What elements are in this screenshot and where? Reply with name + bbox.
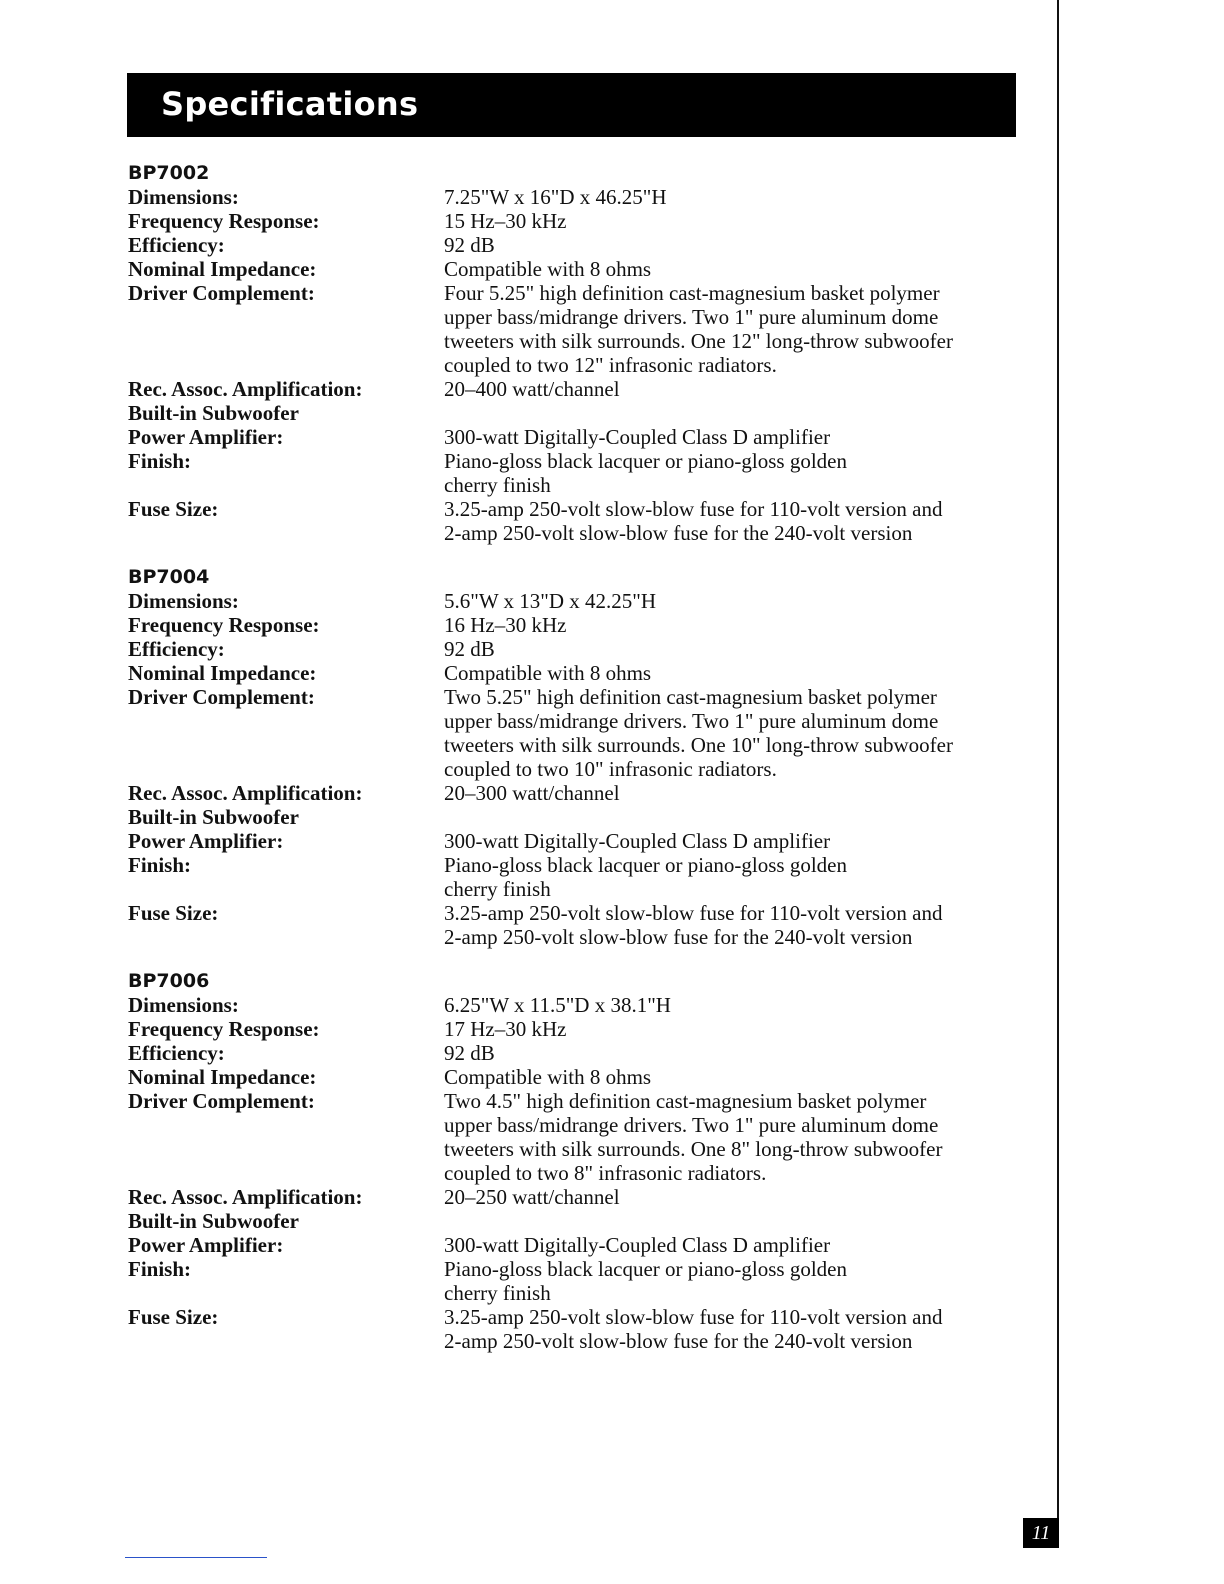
value-power-amplifier: 300-watt Digitally-Coupled Class D amplifier [444,829,831,853]
value-power-amplifier: 300-watt Digitally-Coupled Class D amplifier [444,425,831,449]
label-fuse-size: Fuse Size: [128,497,219,521]
value-finish-line: cherry finish [444,1281,551,1305]
value-finish-line: Piano-gloss black lacquer or piano-gloss golden [444,853,847,877]
value-dimensions: 7.25"W x 16"D x 46.25"H [444,185,667,209]
page-title: Specifications [161,85,419,123]
label-dimensions: Dimensions: [128,589,239,613]
value-frequency-response: 17 Hz–30 kHz [444,1017,567,1041]
value-driver-complement-line: Four 5.25" high definition cast-magnesium basket polymer [444,281,940,305]
label-nominal-impedance: Nominal Impedance: [128,661,317,685]
value-power-amplifier: 300-watt Digitally-Coupled Class D amplifier [444,1233,831,1257]
label-fuse-size: Fuse Size: [128,1305,219,1329]
label-frequency-response: Frequency Response: [128,1017,320,1041]
value-driver-complement-line: Two 4.5" high definition cast-magnesium basket polymer [444,1089,927,1113]
value-rec-assoc-amplification: 20–300 watt/channel [444,781,620,805]
label-finish: Finish: [128,449,192,473]
value-driver-complement-line: tweeters with silk surrounds. One 12" long-throw subwoofer [444,329,953,353]
value-frequency-response: 15 Hz–30 kHz [444,209,567,233]
value-driver-complement-line: upper bass/midrange drivers. Two 1" pure aluminum dome [444,709,939,733]
value-nominal-impedance: Compatible with 8 ohms [444,257,652,281]
label-finish: Finish: [128,853,192,877]
value-finish-line: cherry finish [444,877,551,901]
label-driver-complement: Driver Complement: [128,281,315,305]
label-fuse-size: Fuse Size: [128,901,219,925]
label-rec-assoc-amplification: Rec. Assoc. Amplification: [128,1185,363,1209]
label-dimensions: Dimensions: [128,185,239,209]
label-nominal-impedance: Nominal Impedance: [128,257,317,281]
value-driver-complement-line: upper bass/midrange drivers. Two 1" pure aluminum dome [444,305,939,329]
label-driver-complement: Driver Complement: [128,1089,315,1113]
value-driver-complement-line: tweeters with silk surrounds. One 10" long-throw subwoofer [444,733,953,757]
value-rec-assoc-amplification: 20–250 watt/channel [444,1185,620,1209]
label-rec-assoc-amplification: Rec. Assoc. Amplification: [128,781,363,805]
value-driver-complement-line: coupled to two 8" infrasonic radiators. [444,1161,767,1185]
value-efficiency: 92 dB [444,637,495,661]
header-bar [127,73,1016,137]
label-rec-assoc-amplification: Rec. Assoc. Amplification: [128,377,363,401]
label-dimensions: Dimensions: [128,993,239,1017]
value-fuse-size-line: 2-amp 250-volt slow-blow fuse for the 240-volt version [444,521,913,545]
value-driver-complement-line: Two 5.25" high definition cast-magnesium basket polymer [444,685,937,709]
spec-block-bp7006 [128,969,1028,1353]
spec-block-bp7004 [128,565,1028,949]
value-finish-line: Piano-gloss black lacquer or piano-gloss golden [444,1257,847,1281]
value-dimensions: 5.6"W x 13"D x 42.25"H [444,589,656,613]
value-driver-complement-line: upper bass/midrange drivers. Two 1" pure aluminum dome [444,1113,939,1137]
label-finish: Finish: [128,1257,192,1281]
spec-block-bp7002 [128,161,1028,545]
value-fuse-size-line: 2-amp 250-volt slow-blow fuse for the 240-volt version [444,925,913,949]
value-fuse-size-line: 3.25-amp 250-volt slow-blow fuse for 110-volt version and [444,497,943,521]
label-power-amplifier: Power Amplifier: [128,1233,284,1257]
label-efficiency: Efficiency: [128,1041,225,1065]
model-name: BP7002 [128,162,210,184]
value-finish-line: cherry finish [444,473,551,497]
label-builtin-subwoofer: Built-in Subwoofer [128,401,299,425]
value-efficiency: 92 dB [444,1041,495,1065]
label-efficiency: Efficiency: [128,233,225,257]
value-efficiency: 92 dB [444,233,495,257]
label-power-amplifier: Power Amplifier: [128,829,284,853]
value-finish-line: Piano-gloss black lacquer or piano-gloss golden [444,449,847,473]
label-efficiency: Efficiency: [128,637,225,661]
value-fuse-size-line: 3.25-amp 250-volt slow-blow fuse for 110-volt version and [444,901,943,925]
page-number: 11 [1023,1518,1059,1548]
label-frequency-response: Frequency Response: [128,613,320,637]
label-nominal-impedance: Nominal Impedance: [128,1065,317,1089]
label-driver-complement: Driver Complement: [128,685,315,709]
label-power-amplifier: Power Amplifier: [128,425,284,449]
label-builtin-subwoofer: Built-in Subwoofer [128,1209,299,1233]
value-driver-complement-line: tweeters with silk surrounds. One 8" long-throw subwoofer [444,1137,943,1161]
value-driver-complement-line: coupled to two 10" infrasonic radiators. [444,757,777,781]
label-frequency-response: Frequency Response: [128,209,320,233]
value-driver-complement-line: coupled to two 12" infrasonic radiators. [444,353,777,377]
value-frequency-response: 16 Hz–30 kHz [444,613,567,637]
page-edge-rule [1057,0,1059,1548]
model-name: BP7006 [128,970,210,992]
value-nominal-impedance: Compatible with 8 ohms [444,661,652,685]
value-dimensions: 6.25"W x 11.5"D x 38.1"H [444,993,671,1017]
footer-link-line [125,1557,267,1558]
value-rec-assoc-amplification: 20–400 watt/channel [444,377,620,401]
label-builtin-subwoofer: Built-in Subwoofer [128,805,299,829]
model-name: BP7004 [128,566,210,588]
value-fuse-size-line: 3.25-amp 250-volt slow-blow fuse for 110-volt version and [444,1305,943,1329]
value-nominal-impedance: Compatible with 8 ohms [444,1065,652,1089]
value-fuse-size-line: 2-amp 250-volt slow-blow fuse for the 240-volt version [444,1329,913,1353]
